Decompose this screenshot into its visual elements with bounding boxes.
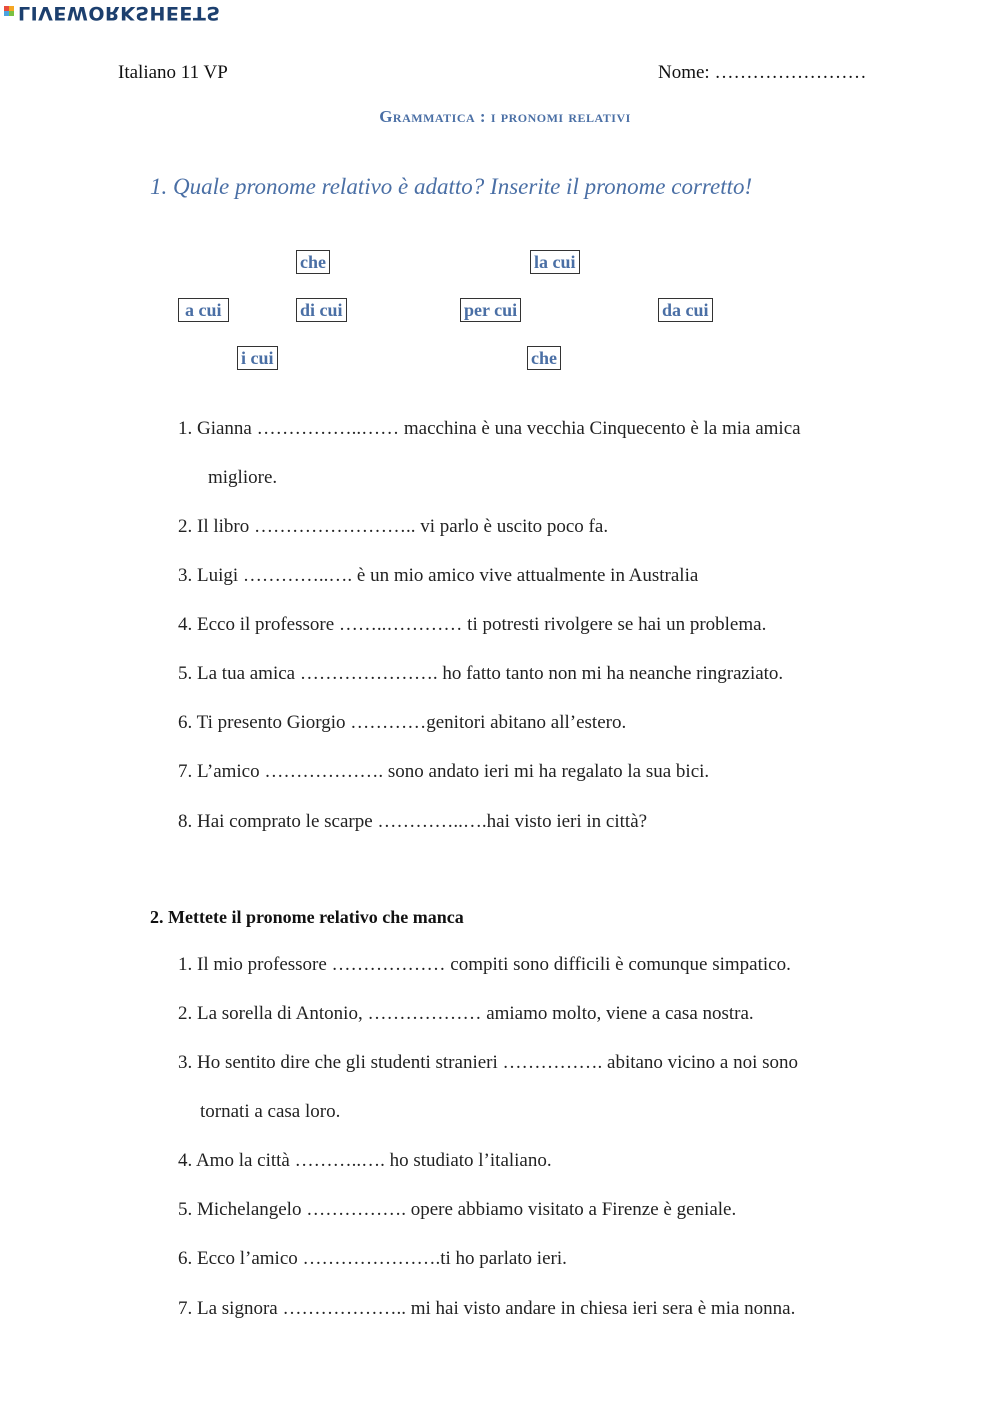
logo: LIVEWORKSHEETS bbox=[18, 2, 221, 24]
exercise2-item-5: 5. Michelangelo ……………. opere abbiamo visitato a Firenze è geniale. bbox=[178, 1199, 737, 1220]
word-bank-item-che-2[interactable]: che bbox=[527, 346, 561, 370]
word-bank-item-per-cui[interactable]: per cui bbox=[460, 298, 521, 322]
exercise2-item-1: 1. Il mio professore ……………… compiti sono difficili è comunque simpatico. bbox=[178, 954, 791, 975]
exercise1-instruction: 1. Quale pronome relativo è adatto? Inserite il pronome corretto! bbox=[150, 174, 753, 199]
exercise2-item-7: 7. La signora ……………….. mi hai visto andare in chiesa ieri sera è mia nonna. bbox=[178, 1298, 796, 1319]
exercise1-item-5: 5. La tua amica …………………. ho fatto tanto non mi ha neanche ringraziato. bbox=[178, 663, 784, 684]
exercise2-item-2: 2. La sorella di Antonio, ……………… amiamo molto, viene a casa nostra. bbox=[178, 1003, 754, 1024]
page-title: Grammatica : i pronomi relativi bbox=[379, 107, 631, 126]
exercise1-item-8: 8. Hai comprato le scarpe …………..….hai visto ieri in città? bbox=[178, 811, 648, 832]
word-bank-item-la-cui[interactable]: la cui bbox=[530, 250, 580, 274]
word-bank-item-da-cui[interactable]: da cui bbox=[658, 298, 713, 322]
word-bank-item-di-cui[interactable]: di cui bbox=[296, 298, 347, 322]
exercise1-item-1-cont: migliore. bbox=[208, 467, 278, 488]
exercise2-instruction: 2. Mettete il pronome relativo che manca bbox=[150, 907, 464, 927]
exercise1-item-6: 6. Ti presento Giorgio …………genitori abitano all’estero. bbox=[178, 712, 627, 733]
course-label: Italiano 11 VP bbox=[118, 62, 228, 83]
name-field-label: Nome: …………………… bbox=[658, 62, 867, 83]
exercise1-item-2: 2. Il libro …………………….. vi parlo è uscito poco fa. bbox=[178, 516, 609, 537]
word-bank-item-a-cui[interactable]: a cui bbox=[178, 298, 229, 322]
exercise1-item-1: 1. Gianna ……………..…… macchina è una vecchia Cinquecento è la mia amica bbox=[178, 418, 801, 439]
exercise2-item-6: 6. Ecco l’amico ………………….ti ho parlato ieri. bbox=[178, 1248, 567, 1269]
exercise2-item-4: 4. Amo la città ………..…. ho studiato l’italiano. bbox=[178, 1150, 552, 1171]
word-bank-item-i-cui[interactable]: i cui bbox=[237, 346, 278, 370]
exercise1-item-4: 4. Ecco il professore ……..………… ti potresti rivolgere se hai un problema. bbox=[178, 614, 767, 635]
word-bank-item-che[interactable]: che bbox=[296, 250, 330, 274]
exercise2-item-3: 3. Ho sentito dire che gli studenti stranieri ……………. abitano vicino a noi sono bbox=[178, 1052, 799, 1073]
exercise1-item-3: 3. Luigi …………..…. è un mio amico vive attualmente in Australia bbox=[178, 565, 699, 586]
exercise2-item-3-cont: tornati a casa loro. bbox=[200, 1101, 341, 1122]
logo-squares-icon bbox=[4, 6, 14, 16]
exercise1-item-7: 7. L’amico ………………. sono andato ieri mi ha regalato la sua bici. bbox=[178, 761, 710, 782]
